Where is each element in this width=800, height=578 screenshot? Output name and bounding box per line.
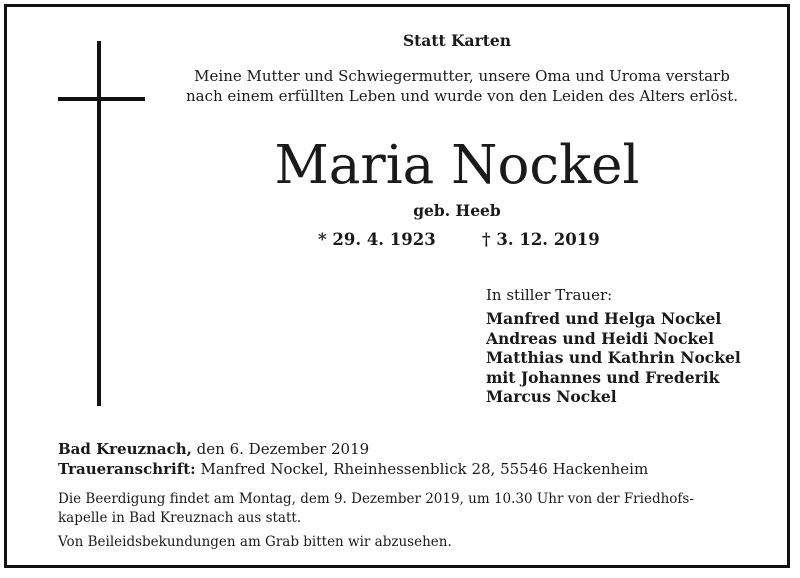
mourner-name: mit Johannes und Frederik <box>486 367 720 387</box>
mourners-list <box>486 309 741 407</box>
funeral-line: kapelle in Bad Kreuznach aus statt. <box>58 510 302 526</box>
intro-line: Meine Mutter und Schwiegermutter, unsere Oma und Uroma verstarb <box>194 67 730 85</box>
birth-date: * 29. 4. 1923 <box>318 230 436 249</box>
place-date <box>58 440 369 458</box>
funeral-notice <box>58 490 694 528</box>
cross-vertical-bar <box>97 41 101 406</box>
funeral-line: Die Beerdigung findet am Montag, dem 9. Dezember 2019, um 10.30 Uhr von der Friedhofs- <box>58 491 694 507</box>
address-text: Manfred Nockel, Rheinhessenblick 28, 55546 Hackenheim <box>195 460 649 478</box>
deceased-name: Maria Nockel <box>274 135 640 196</box>
place-label: Bad Kreuznach, <box>58 440 192 458</box>
mourner-name: Matthias und Kathrin Nockel <box>486 348 741 367</box>
condolence-notice: Von Beileidsbekundungen am Grab bitten wir abzusehen. <box>58 534 452 550</box>
mourner-name: Manfred und Helga Nockel <box>486 309 722 328</box>
mourner-name: Andreas und Heidi Nockel <box>486 328 715 348</box>
heading: Statt Karten <box>402 31 512 50</box>
cross-horizontal-bar <box>58 97 145 101</box>
intro-text <box>172 66 752 106</box>
mourning-address <box>58 460 648 478</box>
mourning-intro: In stiller Trauer: <box>486 286 613 304</box>
address-label: Traueranschrift: <box>58 460 196 478</box>
death-date: † 3. 12. 2019 <box>482 230 600 249</box>
intro-line: nach einem erfüllten Leben und wurde von den Leiden des Alters erlöst. <box>185 87 739 105</box>
maiden-name: geb. Heeb <box>413 201 501 220</box>
mourner-name: Marcus Nockel <box>486 387 617 406</box>
date-text: den 6. Dezember 2019 <box>191 440 370 458</box>
